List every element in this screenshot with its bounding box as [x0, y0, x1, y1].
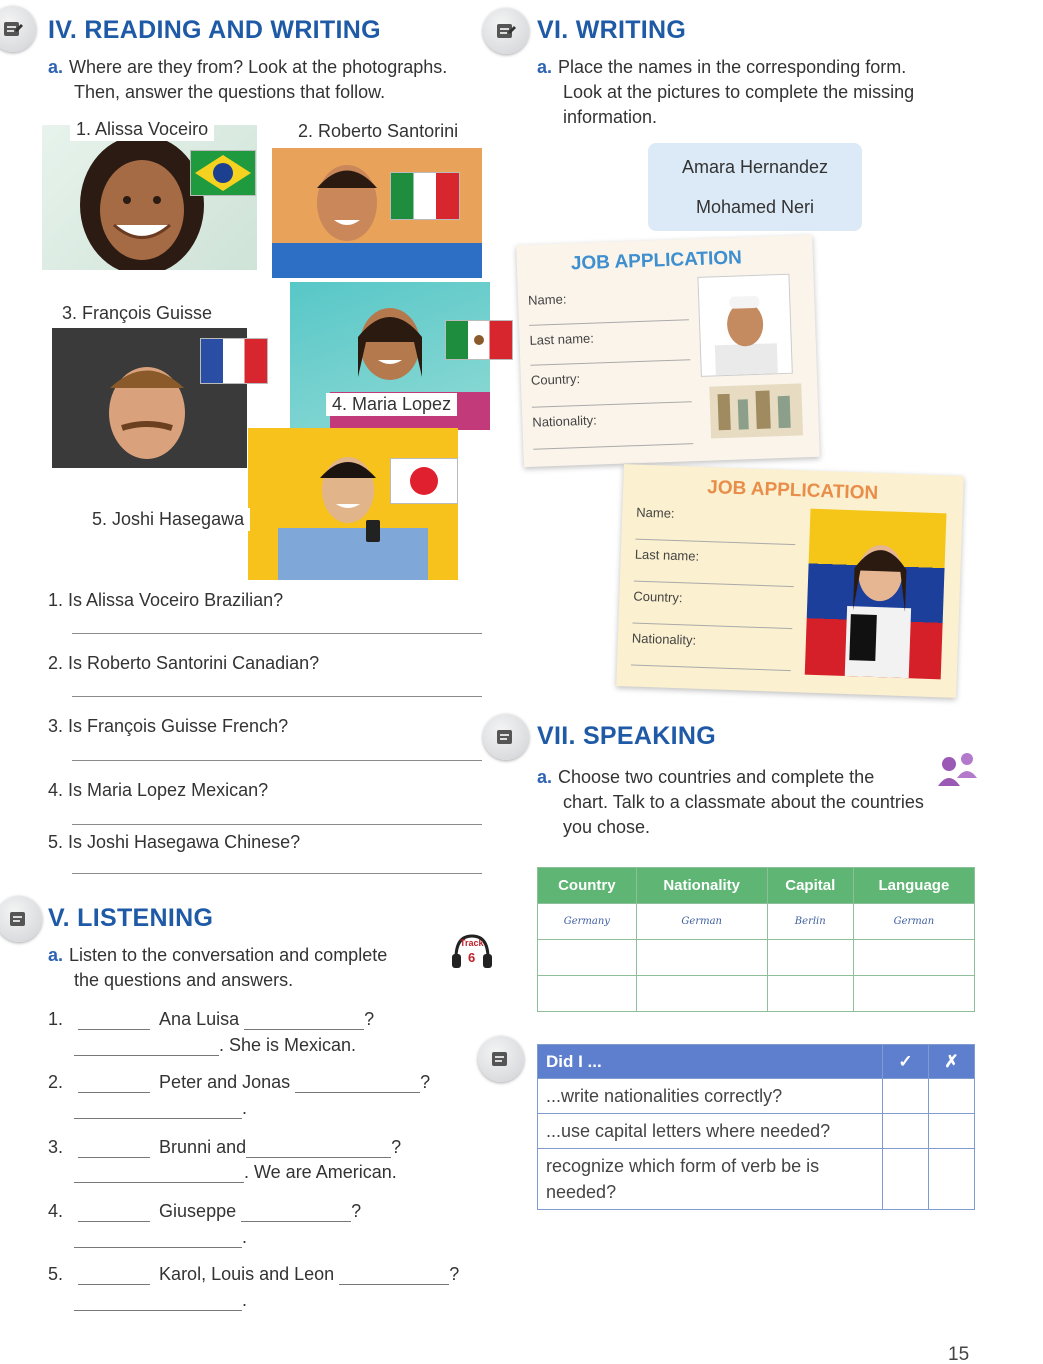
section-title: VI. WRITING	[537, 16, 687, 44]
activity-icon	[0, 6, 36, 52]
instruction: a. Where are they from? Look at the photographs. Then, answer the questions that follow.	[48, 57, 448, 102]
person-label: 2. Roberto Santorini	[292, 120, 464, 143]
chart-cell[interactable]	[767, 976, 853, 1012]
section-title: VII. SPEAKING	[537, 722, 716, 750]
listening-item: 4. Giuseppe ?	[48, 1201, 362, 1221]
instruction: a. Choose two countries and complete the chart. Talk to a classmate about the countries you chose.	[537, 767, 924, 837]
job-application-form-2	[616, 464, 964, 698]
name-field[interactable]	[529, 319, 689, 326]
chart-cell[interactable]	[767, 940, 853, 976]
section-title: V. LISTENING	[48, 904, 214, 932]
checklist-item: ...use capital letters where needed?	[538, 1114, 883, 1149]
listening-answer: .	[74, 1289, 247, 1311]
page-number: 15	[948, 1344, 970, 1364]
mexico-flag-icon	[445, 320, 513, 360]
nationality-field[interactable]	[533, 443, 693, 450]
question-5: 5. Is Joshi Hasegawa Chinese?	[48, 832, 301, 852]
section-title: IV. READING AND WRITING	[48, 16, 381, 44]
blank[interactable]	[74, 1097, 242, 1119]
question-3: 3. Is François Guisse French?	[48, 716, 289, 736]
blank[interactable]	[78, 1071, 150, 1093]
blank[interactable]	[241, 1200, 351, 1222]
answer-line-2[interactable]	[72, 696, 482, 697]
self-check-table	[537, 1044, 975, 1210]
italy-flag-icon	[390, 172, 460, 220]
chart-header: Nationality	[636, 868, 767, 904]
blank[interactable]	[74, 1034, 219, 1056]
blank[interactable]	[74, 1161, 244, 1183]
blank[interactable]	[244, 1008, 364, 1030]
activity-icon	[478, 1036, 524, 1082]
form-title: JOB APPLICATION	[570, 247, 743, 275]
name-option[interactable]: Amara Hernandez	[681, 157, 829, 177]
chart-cell[interactable]	[636, 976, 767, 1012]
country-field[interactable]	[532, 401, 692, 408]
answer-line-3[interactable]	[72, 760, 482, 761]
blank[interactable]	[78, 1136, 150, 1158]
applicant-photo	[805, 509, 947, 680]
chart-cell[interactable]	[636, 940, 767, 976]
listening-item: 5. Karol, Louis and Leon ?	[48, 1264, 460, 1284]
chart-cell[interactable]	[538, 976, 637, 1012]
chart-cell: Germany	[538, 904, 637, 940]
chart-cell[interactable]	[853, 940, 974, 976]
field-label: Nationality:	[631, 630, 697, 648]
blank[interactable]	[74, 1289, 242, 1311]
blank[interactable]	[74, 1226, 242, 1248]
nationality-field[interactable]	[631, 665, 791, 672]
field-label: Country:	[530, 371, 581, 388]
listening-answer: . We are American.	[74, 1161, 397, 1183]
blank[interactable]	[78, 1263, 150, 1285]
chart-header: Capital	[767, 868, 853, 904]
chart-cell: Berlin	[767, 904, 853, 940]
blank[interactable]	[78, 1008, 150, 1030]
name-option[interactable]: Mohamed Neri	[695, 197, 815, 217]
job-application-form-1	[516, 235, 820, 467]
instruction: a. Listen to the conversation and complete the questions and answers.	[48, 945, 388, 990]
field-label: Last name:	[634, 546, 700, 564]
listening-item: 3. Brunni and ?	[48, 1137, 402, 1157]
person-label: 3. François Guisse	[56, 302, 218, 325]
check-cell[interactable]	[883, 1149, 929, 1210]
chart-cell: German	[853, 904, 974, 940]
field-label: Country:	[633, 588, 683, 606]
name-field[interactable]	[635, 539, 795, 546]
listening-item: 2. Peter and Jonas ?	[48, 1072, 431, 1092]
country-field[interactable]	[632, 623, 792, 630]
blank[interactable]	[295, 1071, 420, 1093]
countries-chart	[537, 867, 975, 1012]
last-name-field[interactable]	[530, 359, 690, 366]
applicant-photo	[697, 274, 792, 377]
field-label: Last name:	[529, 330, 595, 348]
last-name-field[interactable]	[634, 581, 794, 588]
blank[interactable]	[78, 1200, 150, 1222]
checklist-item: ...write nationalities correctly?	[538, 1079, 883, 1114]
headphones-icon[interactable]	[450, 932, 494, 972]
photo-alissa	[42, 125, 257, 270]
blank[interactable]	[246, 1136, 391, 1158]
listening-item: 1. Ana Luisa ?	[48, 1009, 375, 1029]
listening-answer: .	[74, 1226, 247, 1248]
checklist-item: recognize which form of verb be is needed?	[538, 1149, 883, 1210]
brazil-flag-icon	[190, 150, 256, 196]
pair-work-icon	[936, 750, 980, 790]
cross-cell[interactable]	[929, 1149, 975, 1210]
field-label: Nationality:	[532, 412, 597, 430]
cross-cell[interactable]	[929, 1114, 975, 1149]
track-label: Track	[460, 938, 484, 948]
france-flag-icon	[200, 338, 268, 384]
checklist-header: Did I ...	[538, 1045, 883, 1079]
answer-line-1[interactable]	[72, 633, 482, 634]
person-label: 5. Joshi Hasegawa	[86, 508, 250, 531]
activity-icon	[483, 714, 529, 760]
chart-cell[interactable]	[853, 976, 974, 1012]
check-cell[interactable]	[883, 1114, 929, 1149]
blank[interactable]	[339, 1263, 449, 1285]
form-title: JOB APPLICATION	[706, 477, 879, 505]
check-icon: ✓	[883, 1045, 929, 1079]
cross-icon: ✗	[929, 1045, 975, 1079]
activity-icon	[483, 8, 529, 54]
names-box	[648, 143, 862, 231]
listening-answer: .	[74, 1097, 247, 1119]
question-1: 1. Is Alissa Voceiro Brazilian?	[48, 590, 284, 610]
activity-icon	[0, 896, 42, 942]
listening-answer: . She is Mexican.	[74, 1034, 356, 1056]
field-label: Name:	[527, 291, 567, 308]
field-label: Name:	[636, 504, 675, 521]
answer-line-5[interactable]	[72, 873, 482, 874]
egypt-hieroglyph-image	[709, 383, 803, 438]
person-label: 4. Maria Lopez	[326, 393, 457, 416]
person-label: 1. Alissa Voceiro	[70, 118, 214, 141]
instruction: a. Place the names in the corresponding form. Look at the pictures to complete the missing information.	[537, 57, 915, 127]
cross-cell[interactable]	[929, 1079, 975, 1114]
answer-line-4[interactable]	[72, 824, 482, 825]
question-4: 4. Is Maria Lopez Mexican?	[48, 780, 269, 800]
chart-cell[interactable]	[538, 940, 637, 976]
check-cell[interactable]	[883, 1079, 929, 1114]
chart-header: Language	[853, 868, 974, 904]
chart-header: Country	[538, 868, 637, 904]
track-number: 6	[468, 950, 476, 965]
question-2: 2. Is Roberto Santorini Canadian?	[48, 653, 320, 673]
chart-cell: German	[636, 904, 767, 940]
japan-flag-icon	[390, 458, 458, 504]
